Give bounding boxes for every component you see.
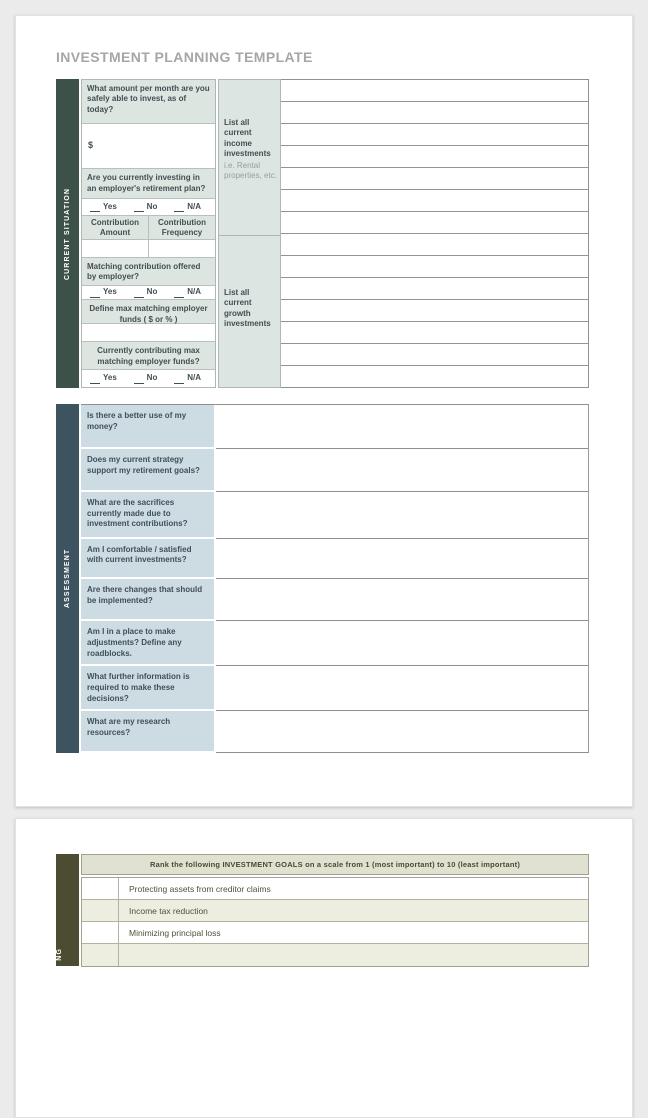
assessment-row	[81, 449, 588, 492]
contribution-header-row	[82, 216, 215, 240]
contribution-amount-header: Contribution Amount	[82, 216, 149, 239]
contributing-max-options-row	[82, 370, 215, 387]
option-label: N/A	[187, 287, 201, 297]
ruled-answer-line[interactable]	[281, 212, 588, 234]
current-situation-section-label: CURRENT SITUATION	[64, 187, 71, 280]
option-label: No	[146, 201, 158, 211]
option-blank-line[interactable]	[90, 204, 100, 212]
option-no[interactable]	[134, 373, 158, 383]
goal-label: Minimizing principal loss	[129, 927, 221, 938]
ruled-answer-line[interactable]	[281, 102, 588, 124]
option-no[interactable]	[134, 202, 158, 212]
assessment-question: Is there a better use of my money?	[81, 405, 214, 449]
goal-ranking-table	[56, 854, 589, 967]
assessment-table	[56, 404, 589, 753]
contribution-amount-input-cell[interactable]	[82, 240, 149, 257]
assessment-row	[81, 666, 588, 711]
option-label: Yes	[103, 201, 117, 211]
ruled-answer-line[interactable]	[281, 124, 588, 146]
ruled-answer-line[interactable]	[281, 300, 588, 322]
ruled-answer-line[interactable]	[281, 190, 588, 212]
goal-row	[82, 878, 588, 900]
goal-label: Protecting assets from creditor claims	[129, 883, 271, 894]
ruled-answer-line[interactable]	[281, 344, 588, 366]
option-blank-line[interactable]	[134, 376, 144, 384]
option-label: N/A	[187, 373, 201, 383]
growth-investments-note: List all current growth investments	[224, 288, 271, 329]
option-label: N/A	[187, 201, 201, 211]
assessment-rows	[81, 404, 589, 753]
option-yes[interactable]	[90, 287, 117, 297]
question-currently-contributing-max: Currently contributing max matching employer funds?	[82, 342, 215, 370]
current-situation-section-band	[56, 79, 79, 388]
assessment-answer-cell[interactable]	[216, 579, 588, 621]
matching-contribution-options-row	[82, 286, 215, 301]
question-matching-contribution: Matching contribution offered by employer?	[82, 258, 215, 286]
ruled-answer-line[interactable]	[281, 80, 588, 102]
contribution-input-row	[82, 240, 215, 258]
question-employer-retirement-plan: Are you currently investing in an employer's retirement plan?	[82, 169, 215, 199]
ruled-answer-line[interactable]	[281, 234, 588, 256]
employer-plan-options-row	[82, 199, 215, 216]
document-page-2	[15, 818, 633, 1118]
assessment-question: Are there changes that should be implemented?	[81, 579, 214, 621]
question-define-max-matching: Define max matching employer funds ( $ or % )	[82, 300, 215, 324]
goal-row	[82, 944, 588, 966]
assessment-answer-cell[interactable]	[216, 539, 588, 580]
goal-ranking-rows	[81, 877, 589, 967]
ruled-answer-line[interactable]	[281, 146, 588, 168]
contribution-frequency-header: Contribution Frequency	[149, 216, 215, 239]
assessment-answer-cell[interactable]	[216, 492, 588, 539]
document-page-1	[15, 15, 633, 807]
assessment-row	[81, 405, 588, 449]
dollar-sign: $	[88, 140, 94, 151]
ruled-answer-line[interactable]	[281, 168, 588, 190]
goal-rank-input-cell[interactable]	[82, 900, 119, 921]
page-title: INVESTMENT PLANNING TEMPLATE	[56, 49, 313, 65]
option-label: No	[146, 373, 158, 383]
option-blank-line[interactable]	[90, 376, 100, 384]
assessment-question: Am I in a place to make adjustments? Define any roadblocks.	[81, 621, 214, 666]
ruled-answer-line[interactable]	[281, 256, 588, 278]
option-na[interactable]	[174, 287, 201, 297]
assessment-row	[81, 579, 588, 621]
option-yes[interactable]	[90, 373, 117, 383]
monthly-amount-input-cell[interactable]	[82, 124, 215, 170]
assessment-question: What further information is required to make these decisions?	[81, 666, 214, 711]
question-monthly-invest-amount: What amount per month are you safely able to invest, as of today?	[82, 80, 215, 124]
assessment-answer-cell[interactable]	[216, 666, 588, 711]
option-na[interactable]	[174, 202, 201, 212]
assessment-row	[81, 711, 588, 753]
current-situation-table	[56, 79, 589, 388]
assessment-row	[81, 492, 588, 539]
option-blank-line[interactable]	[174, 290, 184, 298]
goal-row	[82, 922, 588, 944]
option-blank-line[interactable]	[174, 204, 184, 212]
max-matching-input-cell[interactable]	[82, 324, 215, 342]
goal-label: Income tax reduction	[129, 905, 208, 916]
option-label: No	[146, 287, 158, 297]
assessment-answer-cell[interactable]	[216, 621, 588, 666]
assessment-section-band	[56, 404, 79, 753]
current-situation-question-column	[81, 79, 216, 388]
goal-ranking-section-band	[56, 854, 79, 966]
ruled-answer-line[interactable]	[281, 366, 588, 387]
goal-label	[119, 944, 588, 966]
goal-rank-input-cell[interactable]	[82, 922, 119, 943]
goal-ranking-main	[81, 854, 589, 967]
option-blank-line[interactable]	[174, 376, 184, 384]
option-na[interactable]	[174, 373, 201, 383]
option-label: Yes	[103, 287, 117, 297]
assessment-answer-cell[interactable]	[216, 711, 588, 753]
contribution-frequency-input-cell[interactable]	[149, 240, 215, 257]
assessment-row	[81, 621, 588, 666]
option-blank-line[interactable]	[134, 290, 144, 298]
assessment-answer-cell[interactable]	[216, 449, 588, 492]
ruled-answer-line[interactable]	[281, 278, 588, 300]
assessment-section-label: ASSESSMENT	[64, 548, 71, 609]
income-investments-note-cell	[219, 80, 280, 236]
assessment-question: What are my research resources?	[81, 711, 214, 753]
assessment-answer-cell[interactable]	[216, 405, 588, 449]
assessment-question: Does my current strategy support my retirement goals?	[81, 449, 214, 492]
income-investments-example-note: i.e. Rental properties, etc.	[224, 160, 277, 180]
goal-ranking-instruction-header: Rank the following INVESTMENT GOALS on a scale from 1 (most important) to 10 (least important)	[81, 854, 589, 875]
option-no[interactable]	[134, 287, 158, 297]
investments-ruled-answer-area	[281, 79, 589, 388]
investment-list-note-column	[218, 79, 281, 388]
goal-ranking-section-label-partial: NG	[56, 948, 63, 961]
ruled-answer-line[interactable]	[281, 322, 588, 344]
goal-rank-input-cell[interactable]	[82, 878, 119, 899]
option-blank-line[interactable]	[134, 204, 144, 212]
income-investments-note: List all current income investments	[224, 118, 271, 159]
goal-rank-input-cell[interactable]	[82, 944, 119, 966]
assessment-row	[81, 539, 588, 580]
option-yes[interactable]	[90, 202, 117, 212]
assessment-question: Am I comfortable / satisfied with current investments?	[81, 539, 214, 580]
option-label: Yes	[103, 373, 117, 383]
option-blank-line[interactable]	[90, 290, 100, 298]
growth-investments-note-cell	[219, 236, 280, 387]
assessment-question: What are the sacrifices currently made due to investment contributions?	[81, 492, 214, 539]
goal-row	[82, 900, 588, 922]
